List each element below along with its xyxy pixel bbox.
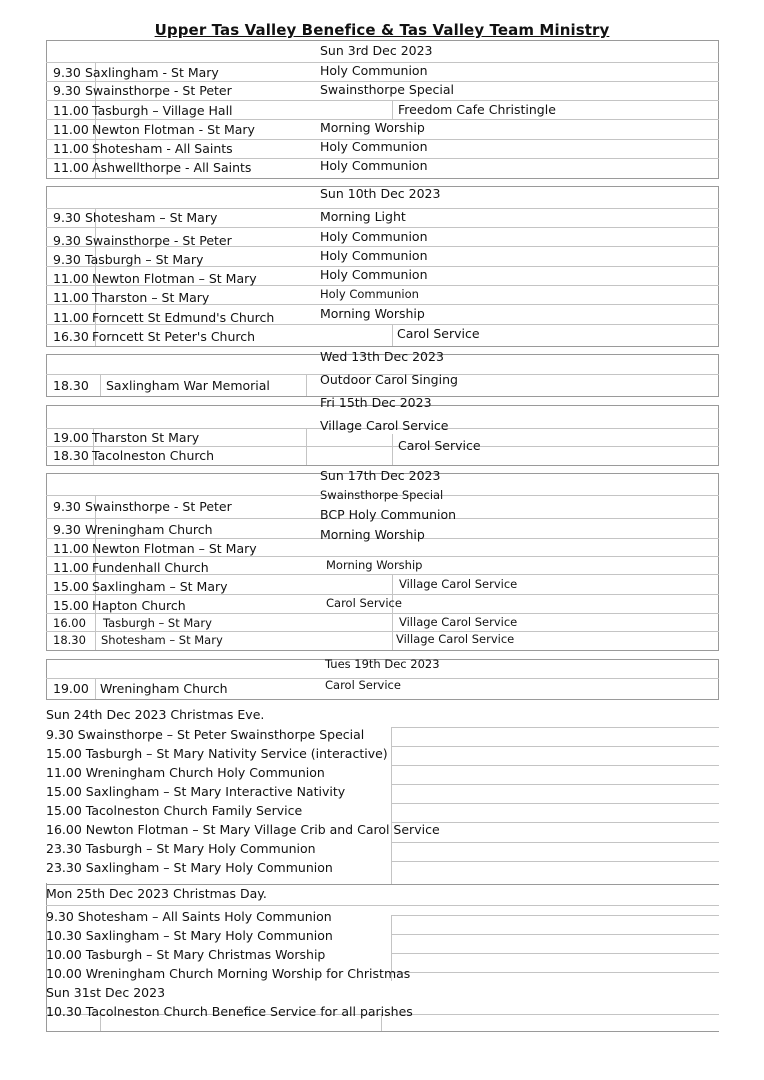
service-place: Tharston St Mary	[92, 430, 200, 445]
service-place: Wreningham Church	[100, 681, 228, 696]
service-time: 19.00	[53, 681, 89, 696]
service-place: Shotesham – St Mary	[85, 210, 218, 225]
list-item: 11.00 Wreningham Church Holy Communion	[46, 765, 325, 780]
date-heading: Fri 15th Dec 2023	[320, 395, 432, 410]
service-name: BCP Holy Communion	[320, 507, 457, 522]
list-item: 9.30 Shotesham – All Saints Holy Communion	[46, 909, 332, 924]
service-place: Hapton Church	[92, 598, 186, 613]
service-time: 11.00	[53, 141, 89, 156]
service-place: Tasburgh – St Mary	[85, 252, 204, 267]
service-time: 11.00	[53, 271, 89, 286]
service-time: 11.00	[53, 290, 89, 305]
service-time: 9.30	[53, 499, 81, 514]
list-item: 16.00 Newton Flotman – St Mary Village Crib and Carol Service	[46, 822, 440, 837]
service-time: 9.30	[53, 233, 81, 248]
list-item: 10.00 Tasburgh – St Mary Christmas Worship	[46, 947, 326, 962]
service-time: 18.30	[53, 633, 86, 647]
service-name: Swainsthorpe Special	[320, 82, 454, 97]
service-name: Outdoor Carol Singing	[320, 372, 458, 387]
date-heading: Wed 13th Dec 2023	[320, 349, 444, 364]
service-time: 18.30	[53, 448, 89, 463]
service-name: Village Carol Service	[399, 615, 518, 629]
service-place: Swainsthorpe - St Peter	[85, 499, 232, 514]
service-time: 15.00	[53, 598, 89, 613]
service-name: Carol Service	[397, 326, 480, 341]
service-place: Tasburgh – Village Hall	[92, 103, 233, 118]
service-name: Holy Communion	[320, 63, 428, 78]
service-name: Carol Service	[398, 438, 481, 453]
service-name: Swainsthorpe Special	[320, 488, 444, 502]
date-heading: Sun 3rd Dec 2023	[320, 43, 433, 58]
service-name: Holy Communion	[320, 267, 428, 282]
service-time: 15.00	[53, 579, 89, 594]
list-item: 9.30 Swainsthorpe – St Peter Swainsthorpe Special	[46, 727, 365, 742]
service-time: 11.00	[53, 122, 89, 137]
service-name: Holy Communion	[320, 248, 428, 263]
service-name: Morning Light	[320, 209, 406, 224]
service-name: Carol Service	[326, 596, 402, 610]
service-time: 9.30	[53, 210, 81, 225]
service-place: Tacolneston Church	[92, 448, 215, 463]
service-time: 19.00	[53, 430, 89, 445]
date-heading: Tues 19th Dec 2023	[325, 657, 440, 671]
service-time: 9.30	[53, 252, 81, 267]
service-name: Village Carol Service	[396, 632, 515, 646]
date-heading: Sun 17th Dec 2023	[320, 468, 441, 483]
section-heading: Sun 31st Dec 2023	[46, 985, 166, 1000]
service-place: Wreningham Church	[85, 522, 213, 537]
service-name: Village Carol Service	[320, 418, 449, 433]
service-time: 16.30	[53, 329, 89, 344]
service-name: Holy Communion	[320, 139, 428, 154]
service-name: Freedom Cafe Christingle	[398, 102, 556, 117]
service-name: Holy Communion	[320, 158, 428, 173]
service-place: Tasburgh – St Mary	[103, 616, 212, 630]
list-item: 15.00 Tasburgh – St Mary Nativity Service (interactive)	[46, 746, 388, 761]
service-place: Newton Flotman – St Mary	[92, 271, 257, 286]
list-item: 15.00 Tacolneston Church Family Service	[46, 803, 303, 818]
service-place: Saxlingham War Memorial	[106, 378, 270, 393]
service-name: Village Carol Service	[399, 577, 518, 591]
list-item: 23.30 Saxlingham – St Mary Holy Communion	[46, 860, 333, 875]
service-time: 9.30	[53, 522, 81, 537]
list-item: 10.30 Saxlingham – St Mary Holy Communion	[46, 928, 333, 943]
service-time: 16.00	[53, 616, 86, 630]
service-place: Saxlingham - St Mary	[85, 65, 219, 80]
list-item: 23.30 Tasburgh – St Mary Holy Communion	[46, 841, 316, 856]
service-name: Morning Worship	[320, 306, 425, 321]
page-title: Upper Tas Valley Benefice & Tas Valley Team Ministry	[154, 21, 610, 39]
service-name: Holy Communion	[320, 229, 428, 244]
section-heading: Sun 24th Dec 2023 Christmas Eve.	[46, 707, 265, 722]
service-time: 11.00	[53, 541, 89, 556]
service-name: Carol Service	[325, 678, 401, 692]
date-heading: Sun 10th Dec 2023	[320, 186, 441, 201]
section-heading: Mon 25th Dec 2023 Christmas Day.	[46, 886, 267, 901]
service-place: Newton Flotman – St Mary	[92, 541, 257, 556]
service-place: Tharston – St Mary	[92, 290, 210, 305]
service-name: Morning Worship	[326, 558, 423, 572]
service-place: Saxlingham – St Mary	[92, 579, 228, 594]
service-place: Shotesham - All Saints	[92, 141, 233, 156]
service-place: Newton Flotman - St Mary	[92, 122, 255, 137]
service-time: 11.00	[53, 160, 89, 175]
service-time: 18.30	[53, 378, 89, 393]
service-place: Ashwellthorpe - All Saints	[92, 160, 252, 175]
service-time: 11.00	[53, 103, 89, 118]
service-time: 9.30	[53, 83, 81, 98]
service-place: Swainsthorpe - St Peter	[85, 233, 232, 248]
service-place: Shotesham – St Mary	[101, 633, 223, 647]
service-time: 11.00	[53, 560, 89, 575]
service-name: Morning Worship	[320, 120, 425, 135]
list-item: 10.30 Tacolneston Church Benefice Service for all parishes	[46, 1004, 413, 1019]
service-place: Forncett St Peter's Church	[92, 329, 256, 344]
service-place: Fundenhall Church	[92, 560, 209, 575]
list-item: 10.00 Wreningham Church Morning Worship for Christmas	[46, 966, 411, 981]
service-name: Holy Communion	[320, 287, 419, 301]
service-time: 11.00	[53, 310, 89, 325]
service-place: Forncett St Edmund's Church	[92, 310, 275, 325]
service-place: Swainsthorpe - St Peter	[85, 83, 232, 98]
service-name: Morning Worship	[320, 527, 425, 542]
service-time: 9.30	[53, 65, 81, 80]
list-item: 15.00 Saxlingham – St Mary Interactive Nativity	[46, 784, 346, 799]
